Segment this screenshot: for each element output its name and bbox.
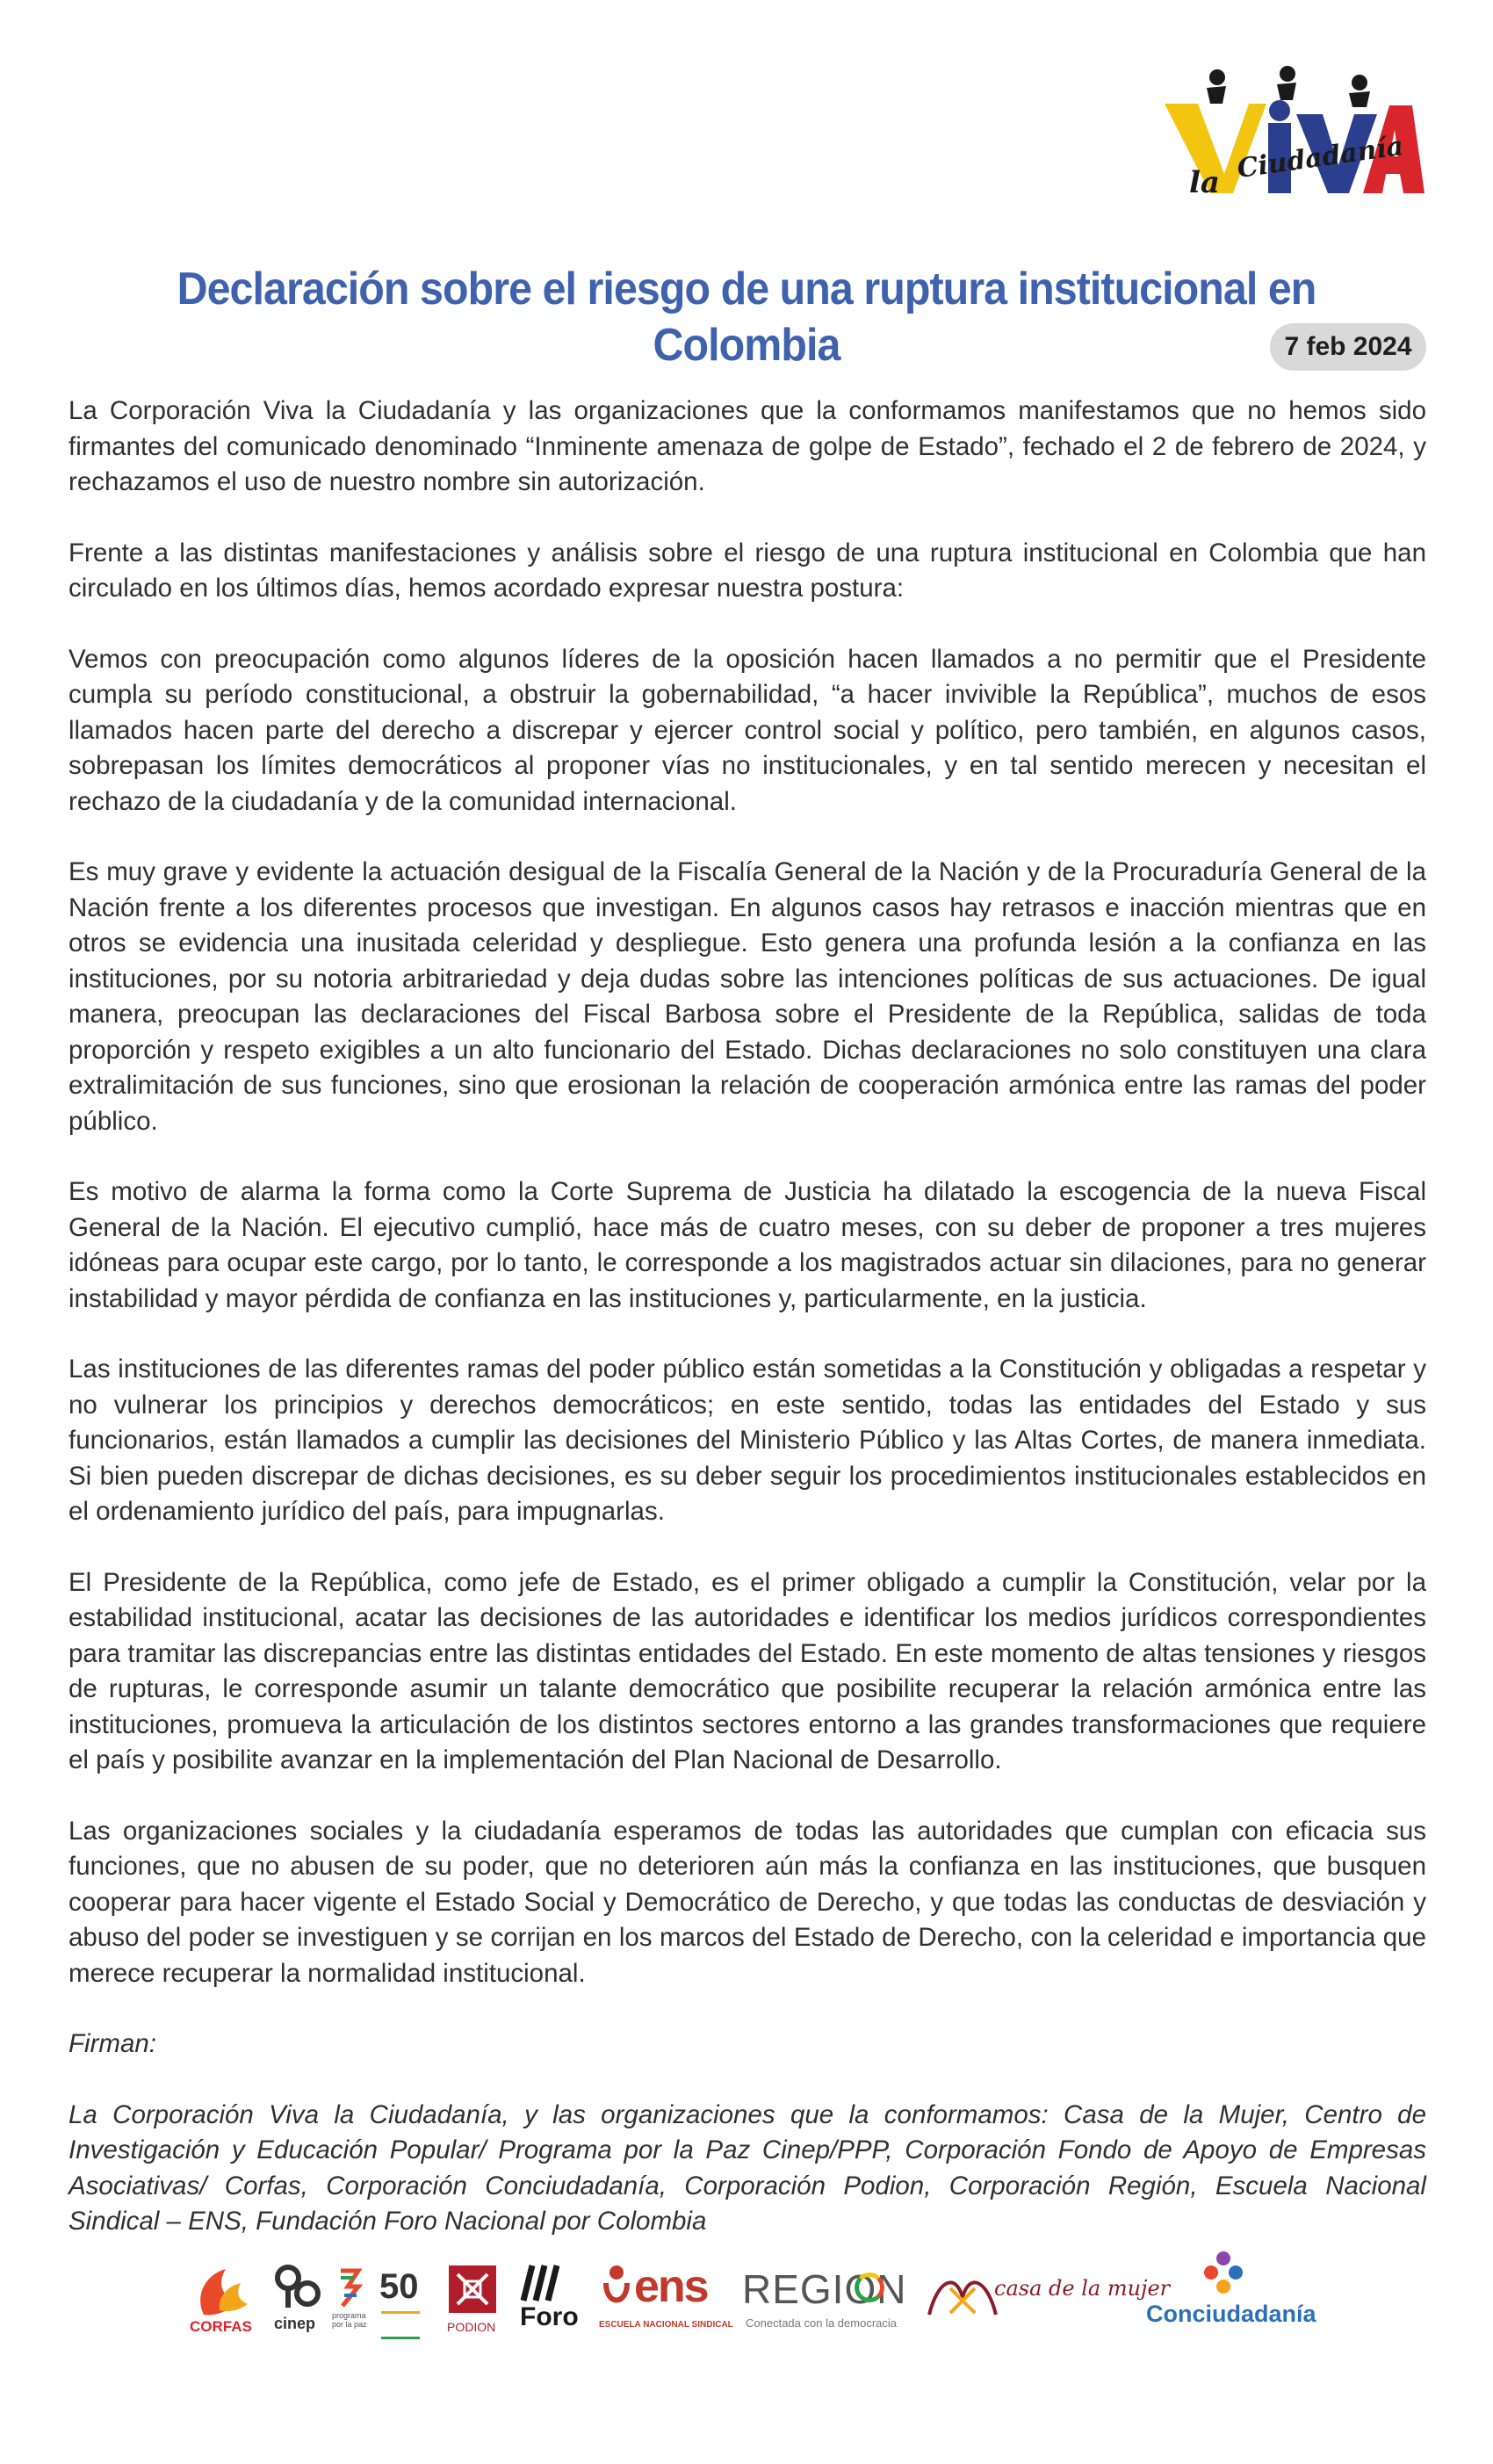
conciudadania-text: Conciudadanía (1146, 2301, 1316, 2327)
paragraph-5: Es motivo de alarma la forma como la Corte Suprema de Justicia ha dilatado la escogencia de la nueva Fiscal General de la Nación. El ejecutivo cumplió, hace más de cuatro meses, con su deber de proponer a tres mujeres idóneas para ocupar este cargo, por lo tanto, le corresponde a los magistrados actuar sin dilaciones, para no generar instabilidad y mayor pérdida de confianza en las instituciones y, particularmente, en la justicia. (69, 1177, 1426, 1313)
conciudadania-logo (1146, 2262, 1322, 2350)
cinep-ppp-text: programa por la paz (332, 2311, 367, 2329)
ens-text: ens (634, 2261, 708, 2312)
podion-logo (444, 2262, 505, 2350)
podion-text: PODION (447, 2320, 496, 2334)
page-title: Declaración sobre el riesgo de una ruptura institucional en Colombia (177, 263, 1316, 371)
foro-logo (516, 2262, 587, 2350)
cinep-text: cinep (274, 2315, 316, 2332)
paragraph-1: La Corporación Viva la Ciudadanía y las organizaciones que la conformamos manifestamos que no hemos sido firmantes del comunicado denominado “Inminente amenaza de golpe de Estado”, fechado el 2 de febrero de 2024, y rechazamos el uso de nuestro nombre sin autorización. (69, 396, 1426, 496)
paragraph-2: Frente a las distintas manifestaciones y análisis sobre el riesgo de una ruptura institucional en Colombia que han circulado en los últimos días, hemos acordado expresar nuestra postura: (69, 538, 1426, 603)
region-subtitle: Conectada con la democracia (746, 2316, 897, 2330)
logo-la-text: la (1189, 165, 1220, 200)
fifty-text: 50 (379, 2267, 419, 2306)
casa-de-la-mujer-logo (924, 2262, 1171, 2350)
paragraph-7: El Presidente de la República, como jefe de Estado, es el primer obligado a cumplir la Constitución, velar por la estabilidad institucional, acatar las decisiones de las autoridades e identificar los medios jurídicos correspondientes para tramitar las discrepancias entre las distintas entidades del Estado. En este momento de altas tensiones y riesgos de rupturas, le corresponde asumir un talante democrático que posibilite recuperar la relación armónica entre las instituciones, promueva la articulación de los distintos sectores entorno a las grandes transformaciones que requiere el país y posibilite avanzar en la implementación del Plan Nacional de Desarrollo. (69, 1567, 1426, 1774)
corfas-text: CORFAS (190, 2318, 252, 2335)
paragraph-4: Es muy grave y evidente la actuación desigual de la Fiscalía General de la Nación y de la Procuraduría General de la Nación frente a los diferentes procesos que investigan. En algunos casos hay retrasos e inacción mientras que en otros se evidencia una inusitada celeridad y despliegue. Esto genera una profunda lesión a la confianza en las instituciones, por su notoria arbitrariedad y deja dudas sobre las intenciones políticas de sus actuaciones. De igual manera, preocupan las declaraciones del Fiscal Barbosa sobre el Presidente de la República, salidas de toda proporción y respeto exigibles a un alto funcionario del Estado. Dichas declaraciones no solo constituyen una clara extralimitación de sus funciones, sino que erosionan la relación de cooperación armónica entre las ramas del poder público. (69, 857, 1426, 1136)
paragraph-6: Las instituciones de las diferentes ramas del poder público están sometidas a la Constitución y obligadas a respetar y no vulnerar los principios y derechos democráticos; en este sentido, todas las entidades del Estado y sus funcionarios, están llamados a cumplir las decisiones del Ministerio Público y las Altas Cortes, de manera inmediata. Si bien pueden discrepar de dichas decisiones, es su deber seguir los procedimientos institucionales establecidos en el ordenamiento jurídico del país, para impugnarlas. (69, 1355, 1426, 1526)
cinep-logo (272, 2262, 395, 2350)
date-badge: 7 feb 2024 (1270, 323, 1426, 371)
foro-text: Foro (520, 2302, 579, 2331)
paragraph-3: Vemos con preocupación como algunos líderes de la oposición hacen llamados a no permitir que el Presidente cumpla su período constitucional, a obstruir la gobernabilidad, “a hacer invivible la República”, muchos de esos llamados hacen parte del derecho a discrepar y ejercer control social y político, pero también, en algunos casos, sobrepasan los límites democráticos al proponer vías no institucionales, y en tal sentido merecen y necesitan el rechazo de la ciudadanía y de la comunidad internacional. (69, 644, 1426, 816)
signatories-label: Firman: (69, 2029, 156, 2058)
casa-text: casa de la mujer (994, 2276, 1171, 2301)
region-text: REGION (742, 2266, 907, 2312)
ens-logo (599, 2262, 731, 2350)
paragraph-8: Las organizaciones sociales y la ciudadanía esperamos de todas las autoridades que cumplan con eficacia sus funciones, que no abusen de su poder, que no deterioren aún más la confianza en las instituciones, que busquen cooperar para hacer vigente el Estado Social y Democrático de Derecho, y que todas las conductas de desviación y abuso del poder se investiguen y se corrijan en los marcos del Estado de Derecho, con la celeridad e importancia que merece recuperar la normalidad institucional. (69, 1816, 1426, 1988)
region-logo (742, 2262, 909, 2350)
corfas-logo (186, 2262, 256, 2350)
viva-la-ciudadania-logo (1156, 61, 1428, 211)
declaration-body (69, 394, 1426, 2275)
fifty-years-logo (379, 2262, 432, 2350)
ens-subtitle: ESCUELA NACIONAL SINDICAL (599, 2320, 733, 2330)
logo-ciudadania-text: Ciudadanía (1235, 130, 1406, 185)
signatories-list: La Corporación Viva la Ciudadanía, y las organizaciones que la conformamos: Casa de la Mujer, Centro de Investigación y Educación Popular/ Programa por la Paz Cinep/PPP, Corporación Fondo de Apoyo de Empresas Asociativas/ Corfas, Corporación Conciudadanía, Corporación Podion, Corporación Región, Escuela Nacional Sindical – ENS, Fundación Foro Nacional por Colombia (69, 2099, 1426, 2236)
partner-logos (176, 2262, 1335, 2359)
